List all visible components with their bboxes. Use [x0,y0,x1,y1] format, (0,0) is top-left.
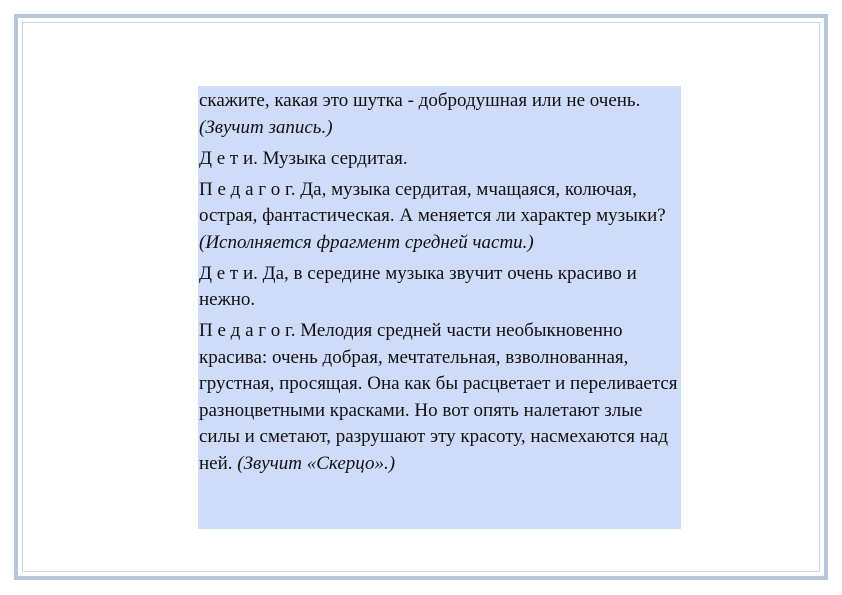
paragraph-4 [199,261,681,314]
dialogue-text-block [198,86,681,529]
paragraph-5-stage-direction: (Звучит «Скерцо».) [237,452,396,474]
paragraph-5-text: П е д а г о г. Мелодия средней части необыкновенно красива: очень добрая, мечтательная, взволнованная, грустная, просящая. Она как бы расцветает и переливается разноцветными красками. Но вот опять налетают злые силы и сметают, разрушают эту красоту, насмехаются над ней. [199,320,678,474]
paragraph-4-text: Д е т и. Да, в середине музыка звучит очень красиво и нежно. [199,262,637,310]
paragraph-2 [199,146,681,173]
paragraph-5 [199,318,681,477]
paragraph-3 [199,177,681,257]
paragraph-2-text: Д е т и. Музыка сердитая. [199,147,408,169]
paragraph-3-stage-direction: (Исполняется фрагмент средней части.) [199,231,534,253]
paragraph-3-text: П е д а г о г. Да, музыка сердитая, мчащаяся, колючая, острая, фантастическая. А меняется ли характер музыки? [199,178,666,226]
paragraph-1-stage-direction: (Звучит запись.) [199,116,333,138]
paragraph-1 [199,88,681,141]
paragraph-1-text: скажите, какая это шутка - добродушная или не очень. [199,90,641,111]
